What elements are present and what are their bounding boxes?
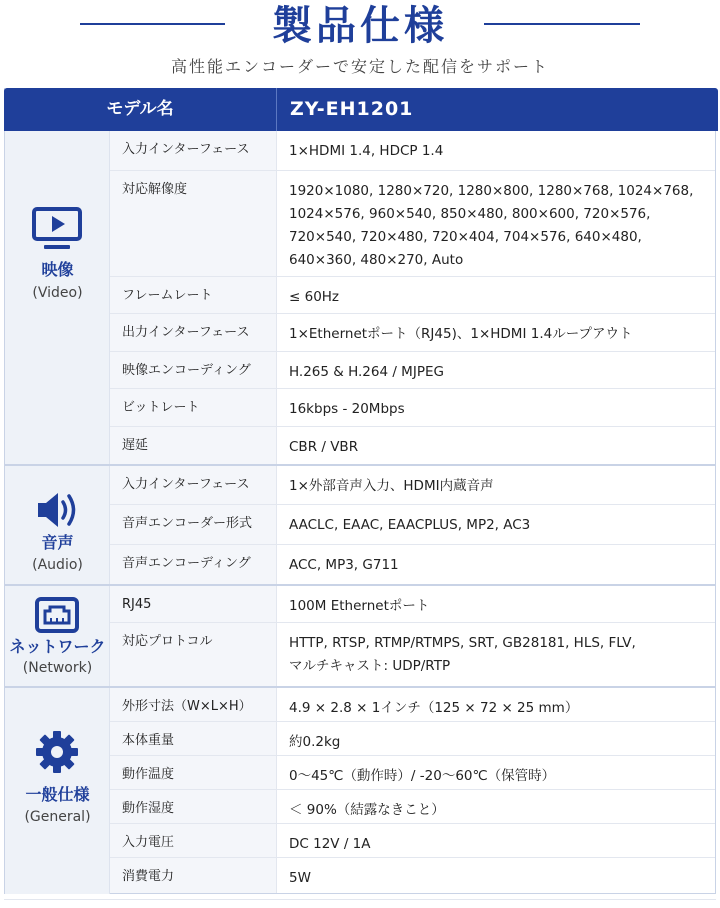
table-row: [110, 131, 715, 171]
category-video: [5, 131, 110, 464]
row-value: ≤ 60Hz: [289, 289, 340, 305]
table-row: [110, 756, 715, 790]
row-value: 約0.2kg: [289, 734, 341, 750]
row-key: ビットレート: [110, 389, 277, 426]
category-en: (General): [24, 809, 91, 825]
row-value: 1920×1080, 1280×720, 1280×800, 1280×768, 1024×768, 1024×576, 960×540, 850×480, 800×600, 720×576, 720×540, 720×480, 720×404, 704×576, 640×480, 640×360, 480×270, Auto: [289, 183, 694, 268]
gear-icon: [32, 730, 82, 774]
row-key: 入力インターフェース: [110, 131, 277, 170]
category-name: 音声: [41, 533, 74, 552]
row-value: 1×外部音声入力、HDMI内蔵音声: [289, 478, 494, 494]
row-value: HTTP, RTSP, RTMP/RTMPS, SRT, GB28181, HLS, FLV, マルチキャスト: UDP/RTP: [289, 635, 636, 674]
table-row: [110, 505, 715, 545]
table-row: [110, 314, 715, 352]
category-network: [5, 586, 110, 686]
row-key: 対応プロトコル: [110, 623, 277, 686]
row-key: 出力インターフェース: [110, 314, 277, 351]
table-row: [110, 722, 715, 756]
section-network: [5, 586, 715, 688]
category-name: ネットワーク: [9, 637, 106, 656]
row-value: 100M Ethernetポート: [289, 598, 430, 614]
spec-table: [4, 88, 716, 894]
row-key: 外形寸法（W×L×H）: [110, 688, 277, 721]
table-row: [110, 586, 715, 623]
row-key: 消費電力: [110, 858, 277, 893]
table-row: [110, 824, 715, 858]
row-key: 遅延: [110, 427, 277, 464]
table-row: [110, 389, 715, 427]
row-key: 対応解像度: [110, 171, 277, 276]
category-en: (Audio): [32, 557, 83, 573]
table-row: [110, 545, 715, 584]
table-row: [110, 790, 715, 824]
title-area: [0, 0, 720, 86]
ethernet-port-icon: [32, 596, 82, 640]
section-audio: [5, 466, 715, 586]
row-key: RJ45: [110, 586, 277, 622]
row-value: 1×HDMI 1.4, HDCP 1.4: [289, 143, 444, 159]
row-key: フレームレート: [110, 277, 277, 313]
table-row: [110, 466, 715, 505]
header-divider: [276, 88, 277, 131]
row-key: 映像エンコーディング: [110, 352, 277, 388]
row-value: H.265 & H.264 / MJPEG: [289, 364, 444, 380]
row-value: 5W: [289, 870, 311, 886]
table-row: [110, 427, 715, 464]
category-en: (Network): [22, 660, 93, 676]
page-subtitle: 高性能エンコーダーで安定した配信をサポート: [170, 57, 549, 76]
row-value: 4.9 × 2.8 × 1インチ（125 × 72 × 25 mm）: [289, 700, 579, 716]
row-value: DC 12V / 1A: [289, 836, 371, 852]
page-title: 製品仕様: [272, 3, 448, 49]
row-value: 1×Ethernetポート（RJ45)、1×HDMI 1.4ループアウト: [289, 326, 633, 342]
table-header: [4, 88, 718, 131]
table-row: [110, 277, 715, 314]
row-value: AACLC, EAAC, EAACPLUS, MP2, AC3: [289, 517, 531, 533]
category-name: 映像: [41, 260, 74, 279]
section-video: [5, 131, 715, 466]
row-key: 入力インターフェース: [110, 466, 277, 504]
row-key: 音声エンコーディング: [110, 545, 277, 584]
speaker-icon: [32, 488, 82, 532]
row-key: 音声エンコーダー形式: [110, 505, 277, 544]
row-key: 動作湿度: [110, 790, 277, 823]
row-key: 本体重量: [110, 722, 277, 755]
section-general: [5, 688, 715, 894]
category-en: (Video): [32, 285, 83, 301]
model-label: モデル名: [106, 99, 174, 119]
row-value: 0～45℃（動作時）/ -20～60℃（保管時）: [289, 768, 556, 784]
row-value: 16kbps - 20Mbps: [289, 401, 405, 417]
table-row: [110, 623, 715, 686]
table-row: [110, 688, 715, 722]
row-value: ＜ 90%（結露なきこと）: [289, 802, 445, 818]
row-key: 入力電圧: [110, 824, 277, 857]
table-row: [110, 858, 715, 893]
category-audio: [5, 466, 110, 584]
monitor-play-icon: [32, 207, 82, 251]
table-row: [110, 352, 715, 389]
row-value: CBR / VBR: [289, 439, 359, 455]
category-name: 一般仕様: [25, 785, 90, 804]
category-general: [5, 688, 110, 894]
model-value: ZY-EH1201: [290, 98, 414, 120]
row-value: ACC, MP3, G711: [289, 557, 399, 573]
table-row: [110, 171, 715, 277]
footer-rule: [4, 899, 716, 900]
row-key: 動作温度: [110, 756, 277, 789]
title-rule-right: [484, 23, 640, 25]
